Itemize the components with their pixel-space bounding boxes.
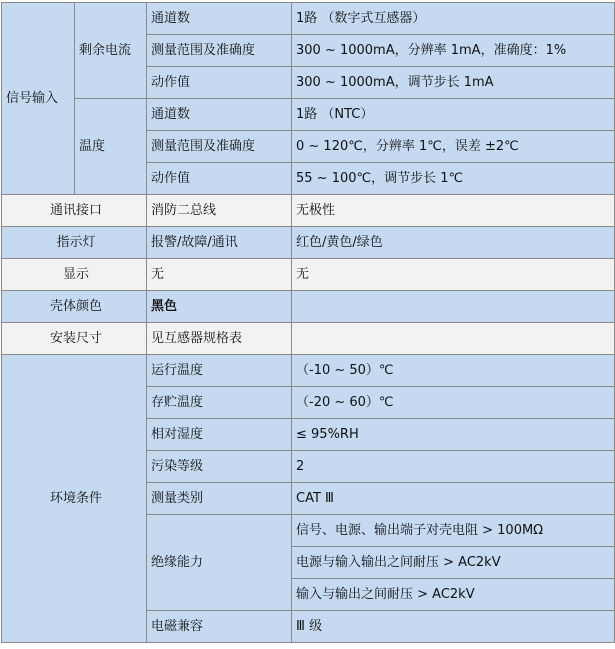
row-label-comm: 通讯接口 [2, 195, 147, 227]
value-cell: 1路 （数字式互感器） [292, 3, 615, 35]
param-cell: 测量范围及准确度 [147, 131, 292, 163]
value-cell: 电源与输入输出之间耐压 > AC2kV [292, 547, 615, 579]
param-cell: 黑色 [147, 291, 292, 323]
value-cell: 300 ~ 1000mA，调节步长 1mA [292, 67, 615, 99]
param-cell: 运行温度 [147, 355, 292, 387]
param-cell: 动作值 [147, 163, 292, 195]
param-cell: 消防二总线 [147, 195, 292, 227]
param-cell: 报警/故障/通讯 [147, 227, 292, 259]
value-cell [292, 323, 615, 355]
table-row [2, 99, 615, 131]
value-cell: CAT Ⅲ [292, 483, 615, 515]
param-cell: 电磁兼容 [147, 611, 292, 643]
subgroup-label-residual-current: 剩余电流 [75, 3, 147, 99]
row-label-mounting: 安装尺寸 [2, 323, 147, 355]
param-cell: 通道数 [147, 99, 292, 131]
table-row [2, 323, 615, 355]
value-cell: ≤ 95%RH [292, 419, 615, 451]
value-cell: 0 ~ 120℃，分辨率 1℃，误差 ±2℃ [292, 131, 615, 163]
param-cell: 存贮温度 [147, 387, 292, 419]
value-cell [292, 291, 615, 323]
value-cell: 输入与输出之间耐压 > AC2kV [292, 579, 615, 611]
table-row [2, 3, 615, 35]
group-label-signal-input: 信号输入 [2, 3, 75, 195]
value-cell: 2 [292, 451, 615, 483]
subgroup-label-temperature: 温度 [75, 99, 147, 195]
param-cell: 通道数 [147, 3, 292, 35]
group-label-environment: 环境条件 [2, 355, 147, 643]
param-cell: 见互感器规格表 [147, 323, 292, 355]
param-cell-insulation: 绝缘能力 [147, 515, 292, 611]
value-cell: （-20 ~ 60）℃ [292, 387, 615, 419]
value-cell: 红色/黄色/绿色 [292, 227, 615, 259]
value-cell: 信号、电源、输出端子对壳电阻 > 100MΩ [292, 515, 615, 547]
value-cell: 无极性 [292, 195, 615, 227]
value-cell: （-10 ~ 50）℃ [292, 355, 615, 387]
value-cell: 55 ~ 100℃，调节步长 1℃ [292, 163, 615, 195]
row-label-display: 显示 [2, 259, 147, 291]
value-cell: 1路 （NTC） [292, 99, 615, 131]
table-row [2, 227, 615, 259]
param-cell: 相对湿度 [147, 419, 292, 451]
param-cell: 测量范围及准确度 [147, 35, 292, 67]
param-cell: 测量类别 [147, 483, 292, 515]
param-cell: 污染等级 [147, 451, 292, 483]
param-cell: 动作值 [147, 67, 292, 99]
table-row [2, 195, 615, 227]
value-cell: 300 ~ 1000mA，分辨率 1mA，准确度：1% [292, 35, 615, 67]
row-label-indicator: 指示灯 [2, 227, 147, 259]
table-row [2, 355, 615, 387]
row-label-housing: 壳体颜色 [2, 291, 147, 323]
spec-table [1, 2, 615, 643]
table-row [2, 291, 615, 323]
value-cell: Ⅲ 级 [292, 611, 615, 643]
value-cell: 无 [292, 259, 615, 291]
param-cell: 无 [147, 259, 292, 291]
table-row [2, 259, 615, 291]
